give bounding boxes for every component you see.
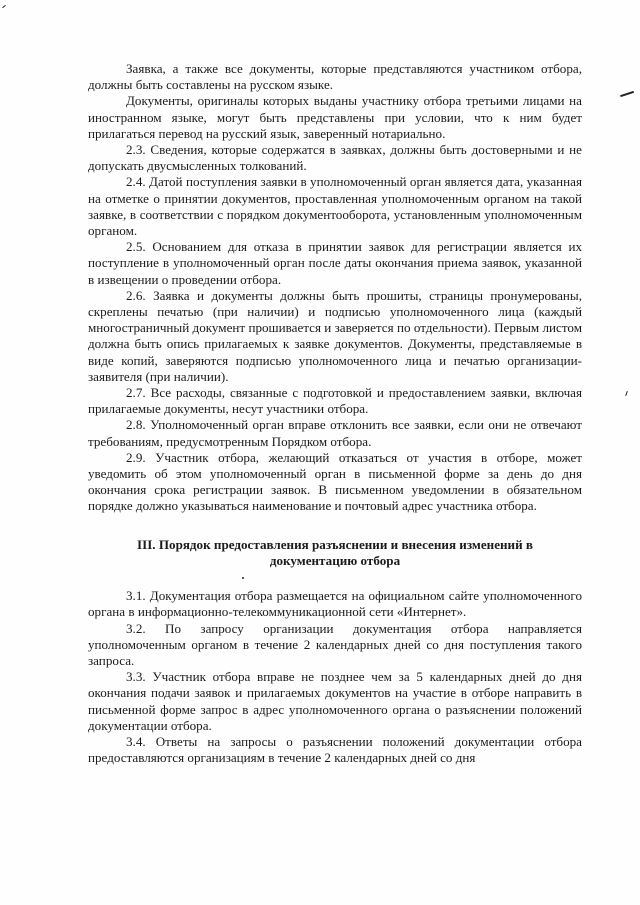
scan-mark xyxy=(625,391,628,396)
scan-mark xyxy=(620,91,634,97)
paragraph-2-3: 2.3. Сведения, которые содержатся в заявках, должны быть достоверными и не допускать двусмысленных толкований. xyxy=(88,142,582,174)
paragraph-3-1: 3.1. Документация отбора размещается на официальном сайте уполномоченного органа в информационно-телекоммуникационной сети «Интернет». xyxy=(88,588,582,620)
paragraph: Заявка, а также все документы, которые представляются участником отбора, должны быть составлены на русском языке. xyxy=(88,61,582,93)
paragraph-2-4: 2.4. Датой поступления заявки в уполномоченный орган является дата, указанная на отметке о принятии документов, проставленная уполномоченным органом на такой заявке, в соответствии с порядком документооборота, установленным уполномоченным органом. xyxy=(88,174,582,239)
paragraph: Документы, оригиналы которых выданы участнику отбора третьими лицами на иностранном языке, могут быть представлены при условии, что к ним будет прилагаться перевод на русский язык, заверенный нотариально. xyxy=(88,93,582,141)
scan-mark xyxy=(2,5,6,8)
paragraph-2-6: 2.6. Заявка и документы должны быть прошиты, страницы пронумерованы, скреплены печатью (при наличии) и подписью уполномоченного лица (каждый многостраничный документ прошивается и заверяется по отдельности). Первым листом должна быть опись прилагаемых к заявке документов. Документы, представляемые в виде копий, заверяются подписью уполномоченного лица и печатью организации-заявителя (при наличии). xyxy=(88,287,582,384)
section-heading: III. Порядок предоставления разъяснении и внесения изменений в документацию отбора xyxy=(137,536,533,568)
paragraph-2-5: 2.5. Основанием для отказа в принятии заявок для регистрации является их поступление в уполномоченный орган после даты окончания приема заявок, указанной в извещении о проведении отбора. xyxy=(88,239,582,287)
paragraph-2-7: 2.7. Все расходы, связанные с подготовкой и предоставлением заявки, включая прилагаемые документы, несут участники отбора. xyxy=(88,385,582,417)
paragraph-3-3: 3.3. Участник отбора вправе не позднее чем за 5 календарных дней до дня окончания подачи заявок и прилагаемых документов на участие в отборе направить в письменной форме запрос в адрес уполномоченного органа о разъяснении положений документации отбора. xyxy=(88,669,582,733)
paragraph-3-4: 3.4. Ответы на запросы о разъяснении положений документации отбора предоставляются организациям в течение 2 календарных дней со дня xyxy=(88,733,582,766)
paragraph-3-2: 3.2. По запросу организации документация отбора направляется уполномоченным органом в течение 2 календарных дней со дня поступления такого запроса. xyxy=(88,620,582,668)
document-body xyxy=(88,61,582,766)
paragraph-2-8: 2.8. Уполномоченный орган вправе отклонить все заявки, если они не отвечают требованиям, предусмотренным Порядком отбора. xyxy=(88,417,582,449)
paragraph-2-9: 2.9. Участник отбора, желающий отказаться от участия в отборе, может уведомить об этом уполномоченный орган в письменной форме за день до дня окончания срока регистрации заявок. В письменном уведомлении в обязательном порядке должно указываться наименование и почтовый адрес участника отбора. xyxy=(88,449,582,514)
